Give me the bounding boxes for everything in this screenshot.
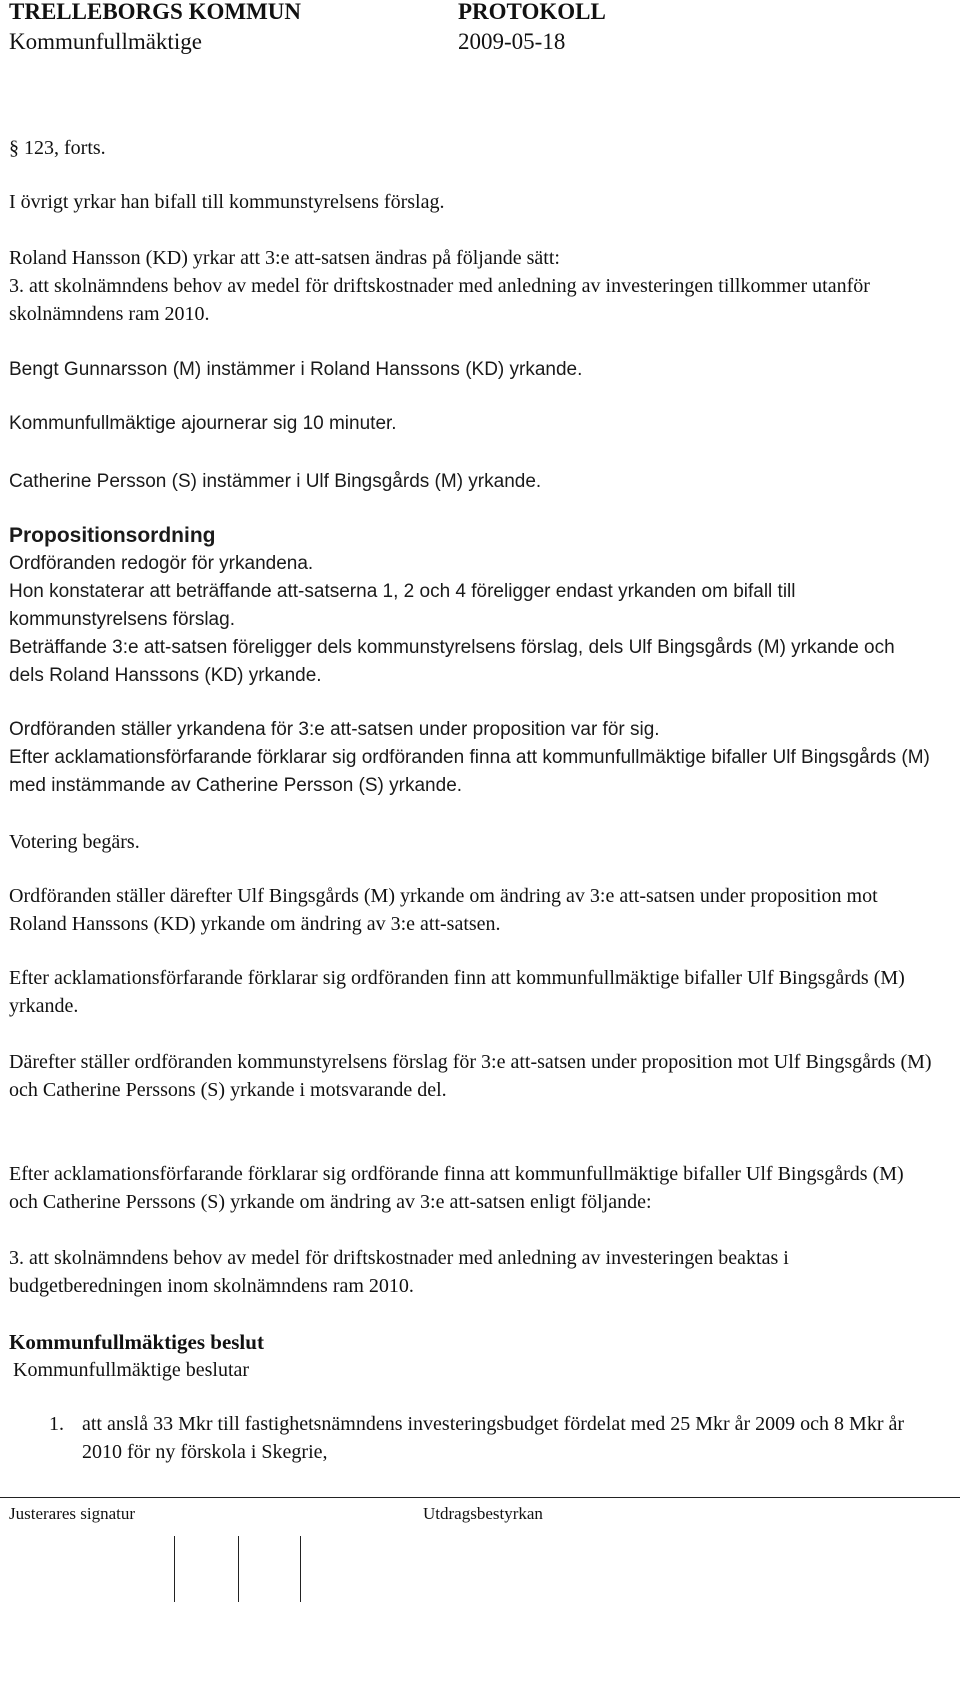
list-item: att anslå 33 Mkr till fastighetsnämndens investeringsbudget fördelat med 25 Mkr år 2009 och 8 Mkr år 2010 för ny förskola i Skegrie, — [82, 1413, 905, 1463]
org-name: TRELLEBORGS KOMMUN — [9, 0, 302, 24]
paragraph: Ordföranden ställer yrkandena för 3:e att-satsen under proposition var för sig. — [9, 719, 660, 740]
paragraph: Catherine Persson (S) instämmer i Ulf Bingsgårds (M) yrkande. — [9, 471, 542, 492]
meeting-date: 2009-05-18 — [458, 29, 566, 54]
signature-box-divider — [174, 1536, 175, 1602]
paragraph: Efter acklamationsförfarande förklarar sig ordföranden finna att kommunfullmäktige bifaller Ulf Bingsgårds (M) med instämmande av Catherine Persson (S) yrkande. — [9, 747, 930, 796]
list-item-number: 1. — [49, 1413, 64, 1435]
paragraph: Kommunfullmäktige ajournerar sig 10 minuter. — [9, 413, 397, 434]
signature-box-divider — [300, 1536, 301, 1602]
paragraph: Votering begärs. — [9, 831, 140, 853]
paragraph: Bengt Gunnarsson (M) instämmer i Roland Hanssons (KD) yrkande. — [9, 359, 583, 380]
paragraph: Ordföranden ställer därefter Ulf Bingsgårds (M) yrkande om ändring av 3:e att-satsen under proposition mot Roland Hanssons (KD) yrkande om ändring av 3:e att-satsen. — [9, 885, 878, 935]
meeting-body: Kommunfullmäktige — [9, 29, 202, 54]
section-heading-propositionsordning: Propositionsordning — [9, 524, 216, 547]
signature-box-divider — [238, 1536, 239, 1602]
section-heading-beslut: Kommunfullmäktiges beslut — [9, 1330, 264, 1354]
paragraph: Roland Hansson (KD) yrkar att 3:e att-satsen ändras på följande sätt: — [9, 247, 560, 269]
signature-label: Justerares signatur — [9, 1504, 136, 1523]
document-type: PROTOKOLL — [458, 0, 606, 24]
paragraph: Ordföranden redogör för yrkandena. — [9, 553, 314, 574]
paragraph: I övrigt yrkar han bifall till kommunstyrelsens förslag. — [9, 191, 445, 213]
paragraph: Beträffande 3:e att-satsen föreligger dels kommunstyrelsens förslag, dels Ulf Bingsgårds (M) yrkande och dels Roland Hanssons (KD) yrkande. — [9, 637, 895, 686]
footer-divider — [0, 1497, 960, 1498]
paragraph: Efter acklamationsförfarande förklarar sig ordförande finna att kommunfullmäktige bifaller Ulf Bingsgårds (M) och Catherine Perssons (S) yrkande om ändring av 3:e att-satsen enligt följande: — [9, 1163, 904, 1213]
beslut-intro: Kommunfullmäktige beslutar — [13, 1359, 250, 1381]
paragraph: 3. att skolnämndens behov av medel för driftskostnader med anledning av investeringen tillkommer utanför skolnämndens ram 2010. — [9, 275, 870, 325]
paragraph: 3. att skolnämndens behov av medel för driftskostnader med anledning av investeringen beaktas i budgetberedningen inom skolnämndens ram 2010. — [9, 1247, 789, 1297]
section-reference: § 123, forts. — [9, 137, 106, 159]
paragraph: Därefter ställer ordföranden kommunstyrelsens förslag för 3:e att-satsen under proposition mot Ulf Bingsgårds (M) och Catherine Perssons (S) yrkande i motsvarande del. — [9, 1051, 932, 1101]
certification-label: Utdragsbestyrkan — [423, 1504, 543, 1523]
paragraph: Hon konstaterar att beträffande att-satserna 1, 2 och 4 föreligger endast yrkanden om bifall till kommunstyrelsens förslag. — [9, 581, 796, 630]
paragraph: Efter acklamationsförfarande förklarar sig ordföranden finn att kommunfullmäktige bifaller Ulf Bingsgårds (M) yrkande. — [9, 967, 905, 1017]
